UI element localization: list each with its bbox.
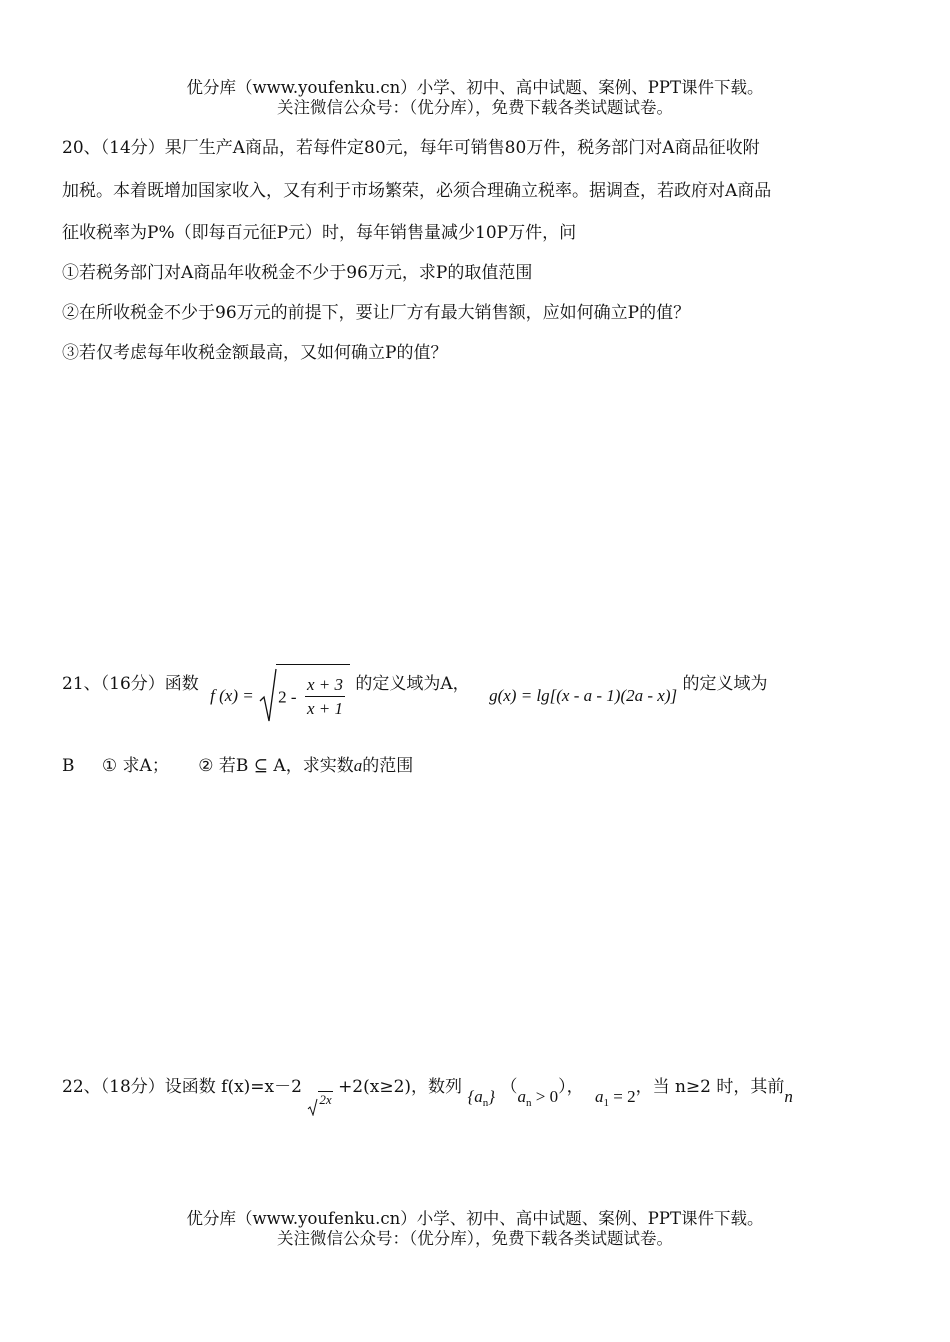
header-line-1: 优分库（www.youfenku.cn）小学、初中、高中试题、案例、PPT课件下载。 bbox=[186, 78, 764, 97]
q22-a1-var: a bbox=[594, 1087, 604, 1106]
q22-seq-close: } bbox=[488, 1087, 496, 1106]
page-header bbox=[0, 78, 950, 118]
q22-cond-rest: > 0 bbox=[531, 1087, 559, 1106]
q21-prefix: 21、（16分）函数 bbox=[62, 674, 199, 695]
q20-line-3: 征收税率为P%（即每百元征P元）时，每年销售量减少10P万件，问 bbox=[62, 223, 577, 243]
q22-seq-sub: n bbox=[482, 1097, 489, 1109]
q21-subq-1: ① 求A； bbox=[101, 756, 169, 776]
page-footer bbox=[0, 1209, 950, 1249]
q21-fraction bbox=[305, 674, 345, 721]
footer-line-2: 关注微信公众号：（优分库），免费下载各类试题试卷。 bbox=[277, 1229, 673, 1248]
q22-cond-a: a bbox=[517, 1087, 526, 1106]
q20-item-2: ②在所收税金不少于96万元的前提下，要让厂方有最大销售额，应如何确立P的值？ bbox=[62, 303, 691, 323]
q22-tail: ，当 n≥2 时，其前 bbox=[635, 1077, 785, 1097]
q21-f-lhs: f (x) = bbox=[210, 686, 254, 706]
q22-a1-rest: = 2 bbox=[608, 1087, 636, 1106]
q20-item-1: ①若税务部门对A商品年收税金不少于96万元，求P的取值范围 bbox=[62, 263, 533, 283]
q21-line-1 bbox=[62, 664, 768, 726]
q21-mid: 的定义域为A， bbox=[355, 674, 470, 695]
q21-frac-den: x + 1 bbox=[306, 699, 343, 718]
q20-line-2: 加税。本着既增加国家收入，又有利于市场繁荣，必须合理确立税率。据调查，若政府对A商品 bbox=[62, 181, 772, 201]
q21-set-b: B bbox=[62, 756, 75, 776]
q22-cond-close: ）， bbox=[558, 1077, 584, 1097]
q22-a1-sub: 1 bbox=[603, 1097, 609, 1109]
q22-cond-open: （ bbox=[500, 1077, 518, 1097]
q22-seq-a: {a bbox=[467, 1087, 483, 1106]
q22-sequence bbox=[467, 1087, 496, 1109]
header-line-2: 关注微信公众号：（优分库），免费下载各类试题试卷。 bbox=[277, 98, 673, 117]
q22-condition bbox=[517, 1087, 559, 1109]
q22-cond-sub: n bbox=[525, 1097, 532, 1109]
question-22 bbox=[62, 1072, 793, 1112]
q21-suffix: 的定义域为 bbox=[682, 674, 768, 695]
q21-frac-num: x + 3 bbox=[305, 674, 345, 697]
q22-prefix: 22、（18分）设函数 f(x)=x－2 bbox=[62, 1077, 302, 1097]
q21-sqrt bbox=[259, 664, 350, 729]
q22-a1 bbox=[594, 1087, 636, 1109]
q20-line-1: 20、（14分）果厂生产A商品，若每件定80元，每年可销售80万件，税务部门对A商品征收附 bbox=[62, 138, 760, 158]
q21-sqrt-lead: 2 - bbox=[278, 687, 297, 707]
q22-n-var: n bbox=[784, 1087, 793, 1106]
sqrt-radical-icon bbox=[259, 667, 277, 725]
q21-subq-2-pre: ② 若B ⊆ A，求实数 bbox=[198, 756, 354, 776]
q22-sqrt bbox=[307, 1085, 332, 1116]
q21-subq-2-post: 的范围 bbox=[362, 756, 414, 776]
sqrt-radical-icon-small bbox=[307, 1098, 318, 1116]
q21-var-a: a bbox=[353, 756, 363, 775]
q22-sqrt-arg: 2x bbox=[319, 1092, 332, 1107]
footer-line-1: 优分库（www.youfenku.cn）小学、初中、高中试题、案例、PPT课件下载。 bbox=[186, 1209, 764, 1228]
q20-item-3: ③若仅考虑每年收税金额最高，又如何确立P的值？ bbox=[62, 343, 448, 363]
q21-line-2 bbox=[62, 755, 413, 777]
q21-g-expr: g(x) = lg[(x - a - 1)(2a - x)] bbox=[489, 686, 678, 706]
q22-mid: +2(x≥2)，数列 bbox=[338, 1077, 463, 1097]
